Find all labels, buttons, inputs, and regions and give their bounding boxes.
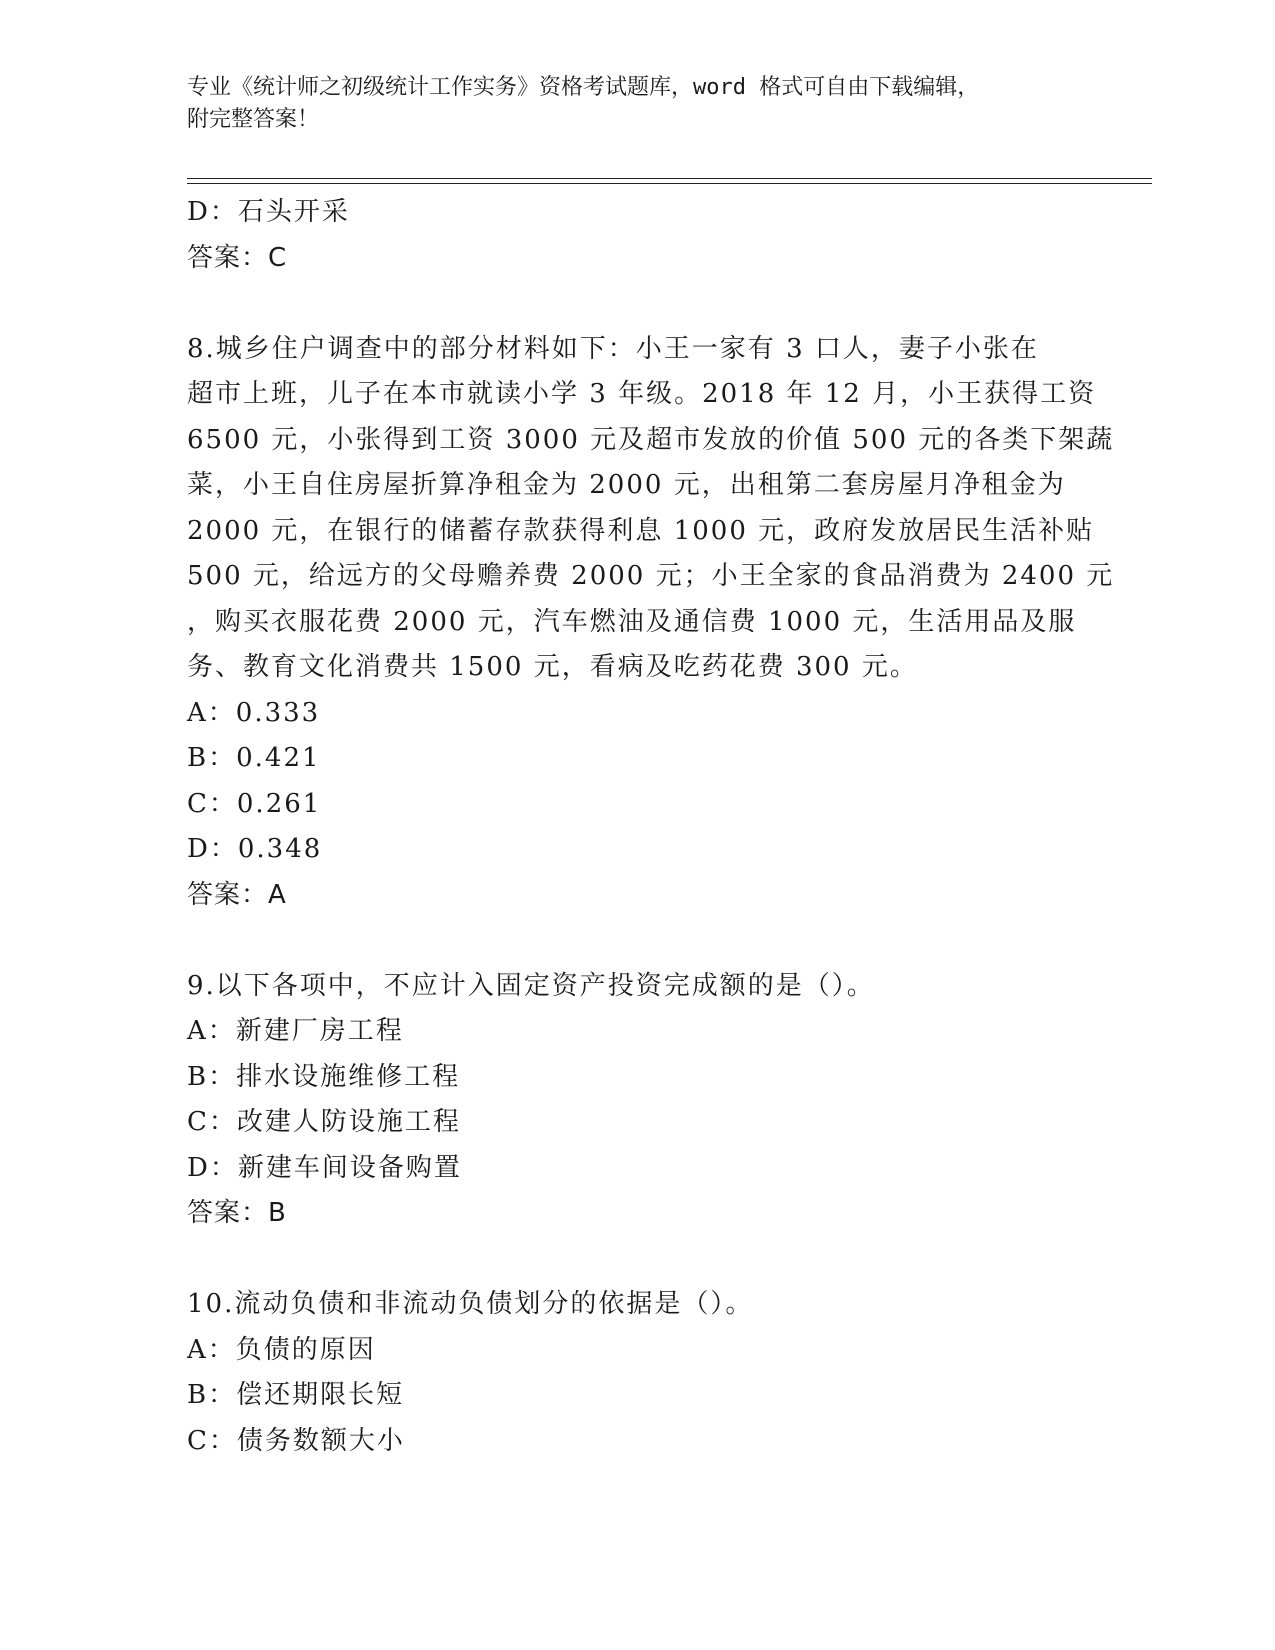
- question-stem-line: 6500 元，小张得到工资 3000 元及超市发放的价值 500 元的各类下架蔬: [187, 424, 1115, 455]
- answer-line: 答案：A: [187, 879, 287, 910]
- header-rule-bottom: [187, 183, 1152, 184]
- question-stem-line: 务、教育文化消费共 1500 元，看病及吃药花费 300 元。: [187, 652, 918, 682]
- question-stem-line: ，购买衣服花费 2000 元，汽车燃油及通信费 1000 元，生活用品及服: [187, 606, 1077, 637]
- option-d: D：石头开采: [187, 197, 350, 227]
- option-a: A：负债的原因: [187, 1334, 376, 1365]
- option-b: B：0.421: [187, 743, 321, 773]
- answer-line: 答案：C: [187, 242, 288, 273]
- spacer: [187, 281, 1087, 327]
- question-9: [187, 964, 1087, 1237]
- answer-line: 答案：B: [187, 1198, 287, 1228]
- question-content: [187, 190, 1115, 1464]
- header-rule-top: [187, 178, 1152, 179]
- question-stem-line: 500 元，给远方的父母赡养费 2000 元；小王全家的食品消费为 2400 元: [187, 561, 1115, 591]
- header-line-2: 附完整答案！: [187, 107, 320, 132]
- page-header: [187, 72, 1087, 136]
- question-8: [187, 327, 1115, 919]
- option-c: C：0.261: [187, 788, 322, 819]
- option-b: B：排水设施维修工程: [187, 1061, 461, 1092]
- question-stem-line: 超市上班，儿子在本市就读小学 3 年级。2018 年 12 月，小王获得工资: [187, 379, 1097, 409]
- spacer: [187, 1237, 1087, 1283]
- question-stem-line: 菜，小王自住房屋折算净租金为 2000 元，出租第二套房屋月净租金为: [187, 470, 1066, 500]
- previous-question-tail: [187, 190, 1087, 281]
- option-a: A：新建厂房工程: [187, 1016, 404, 1046]
- option-d: D：0.348: [187, 834, 323, 864]
- question-stem-line: 8.城乡住户调查中的部分材料如下：小王一家有 3 口人，妻子小张在: [187, 333, 1039, 364]
- option-c: C：改建人防设施工程: [187, 1107, 461, 1137]
- question-10: [187, 1282, 1087, 1464]
- option-c: C：债务数额大小: [187, 1425, 405, 1456]
- option-b: B：偿还期限长短: [187, 1380, 405, 1410]
- header-line-1: 专业《统计师之初级统计工作实务》资格考试题库，word 格式可自由下载编辑，: [187, 75, 980, 100]
- option-d: D：新建车间设备购置: [187, 1152, 462, 1183]
- option-a: A：0.333: [187, 697, 321, 728]
- spacer: [187, 918, 1087, 964]
- question-stem-line: 2000 元，在银行的储蓄存款获得利息 1000 元，政府发放居民生活补贴: [187, 515, 1095, 546]
- question-stem: 10.流动负债和非流动负债划分的依据是（）。: [187, 1289, 754, 1319]
- question-stem: 9.以下各项中，不应计入固定资产投资完成额的是（）。: [187, 970, 875, 1001]
